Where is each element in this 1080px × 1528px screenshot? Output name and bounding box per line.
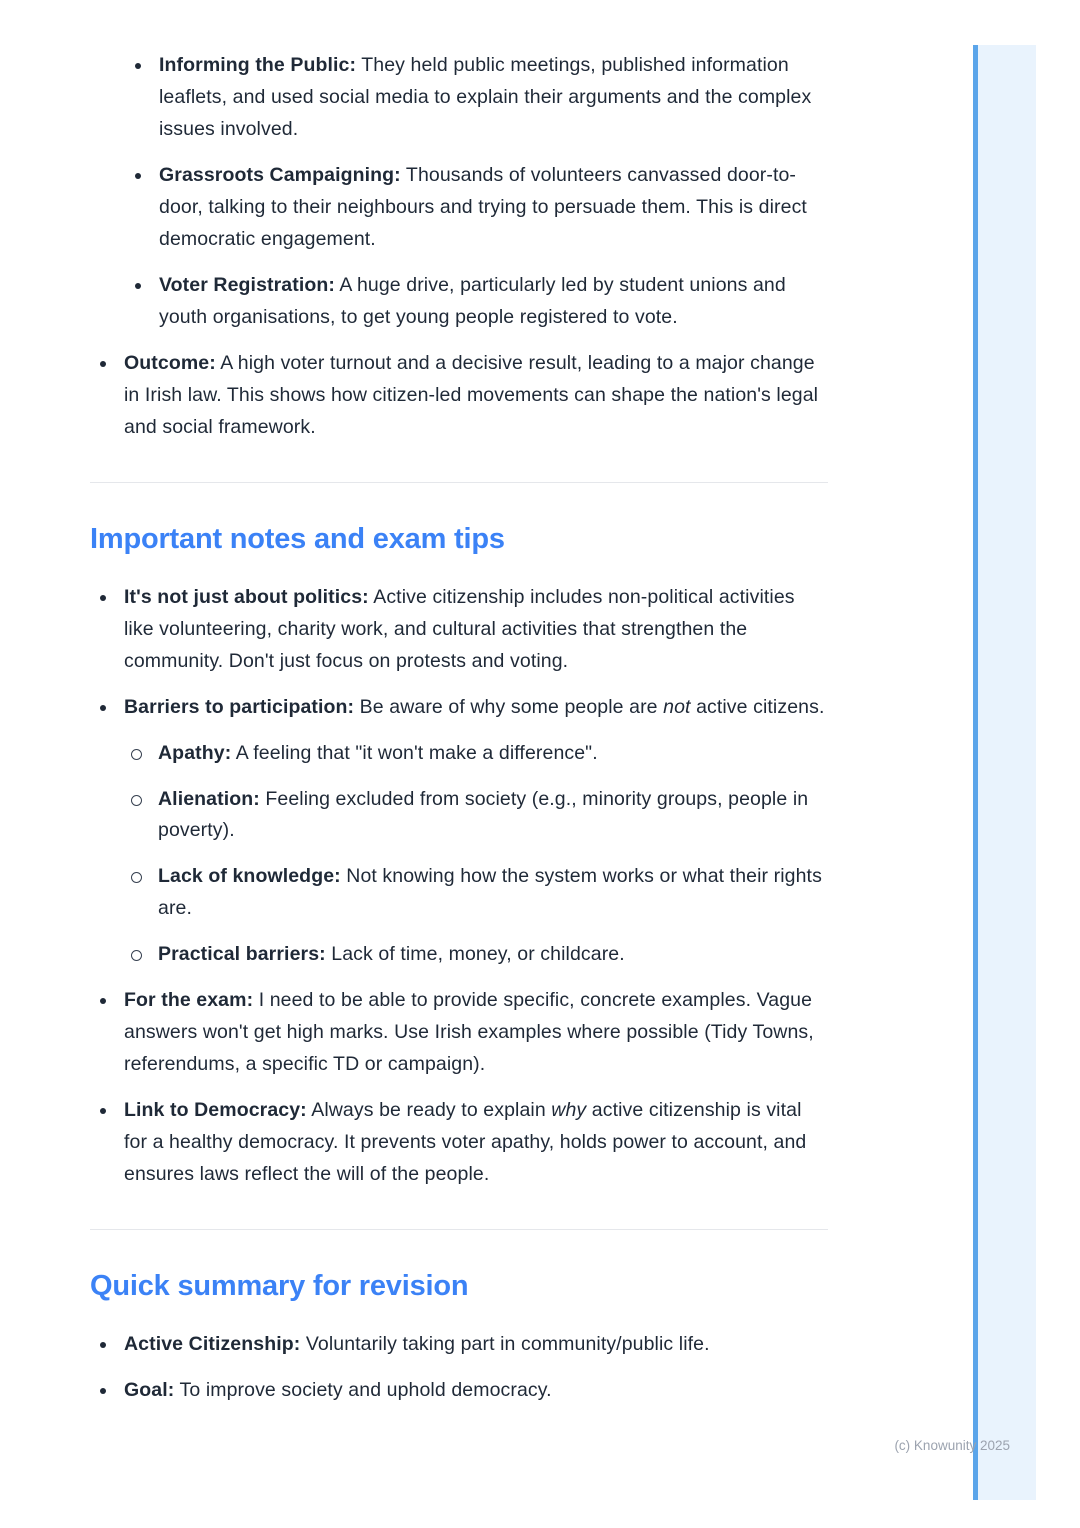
important-notes-list (90, 582, 828, 1192)
list-item (124, 784, 828, 848)
page-content (90, 50, 828, 1421)
list-item (125, 270, 828, 334)
text-segment: Voter Registration: (159, 273, 335, 296)
text-segment: Lack of knowledge: (158, 865, 341, 888)
text-segment: Be aware of why some people are (354, 695, 664, 718)
text-segment: Link to Democracy: (124, 1099, 307, 1122)
text-segment: Feeling excluded from society (e.g., minority groups, people in poverty). (158, 787, 809, 842)
text-segment: For the exam: (124, 989, 254, 1012)
text-segment: active citizens. (690, 695, 825, 718)
section-divider (90, 482, 828, 483)
page-edge-accent-fill (978, 45, 1036, 1500)
list-item (125, 160, 828, 256)
list-item (90, 1095, 828, 1191)
text-segment: Not knowing how the system works or what their rights are. (158, 865, 822, 920)
section-quick-summary (90, 1270, 828, 1407)
text-segment: I need to be able to provide specific, concrete examples. Vague answers won't get high marks. Use Irish examples where possible (Tidy Towns, referendums, a specific TD or campaign). (124, 989, 814, 1076)
list-item (124, 939, 828, 971)
text-segment: active citizenship is vital for a healthy democracy. It prevents voter apathy, holds power to account, and ensures laws reflect the will of the people. (124, 1099, 807, 1186)
text-segment: Active citizenship includes non-political activities like volunteering, charity work, and cultural activities that strengthen the community. Don't just focus on protests and voting. (124, 585, 795, 672)
section-important-notes (90, 523, 828, 1192)
list-item (90, 692, 828, 972)
text-segment: It's not just about politics: (124, 585, 369, 608)
text-segment: Voluntarily taking part in community/public life. (300, 1333, 710, 1356)
text-segment: Informing the Public: (159, 54, 357, 76)
list-item (90, 1329, 828, 1361)
text-segment: Goal: (124, 1379, 175, 1402)
text-segment: Outcome: (124, 351, 216, 374)
outcome-list (90, 348, 828, 444)
text-segment: Lack of time, money, or childcare. (325, 943, 625, 966)
section-heading-quick-summary: Quick summary for revision (90, 1270, 469, 1303)
text-segment: Always be ready to explain (306, 1099, 552, 1122)
list-item (90, 348, 828, 444)
text-segment: Barriers to participation: (124, 695, 355, 718)
text-segment: Practical barriers: (158, 943, 326, 966)
section-heading-important-notes: Important notes and exam tips (90, 522, 505, 555)
text-segment: A huge drive, particularly led by student unions and youth organisations, to get young people registered to vote. (159, 273, 786, 328)
list-item (90, 582, 828, 678)
text-segment: A high voter turnout and a decisive result, leading to a major change in Irish law. This shows how citizen-led movements can shape the nation's legal and social framework. (124, 351, 819, 438)
text-segment: Apathy: (158, 741, 232, 764)
text-segment: not (663, 695, 691, 718)
list-item (90, 1375, 828, 1407)
text-segment: Grassroots Campaigning: (159, 163, 401, 186)
text-segment: Alienation: (158, 787, 260, 810)
quick-summary-list (90, 1329, 828, 1407)
text-segment: To improve society and uphold democracy. (174, 1379, 552, 1402)
sub-list (124, 738, 828, 972)
text-segment: A feeling that "it won't make a difference". (231, 741, 598, 764)
text-segment: Thousands of volunteers canvassed door-to-door, talking to their neighbours and trying to persuade them. This is direct democratic engagement. (159, 163, 807, 250)
section-divider (90, 1229, 828, 1230)
list-item (124, 861, 828, 925)
text-segment: They held public meetings, published information leaflets, and used social media to explain their arguments and the complex issues involved. (159, 54, 812, 140)
text-segment: why (551, 1099, 587, 1122)
list-item (90, 985, 828, 1081)
copyright-footer: (c) Knowunity 2025 (894, 1438, 1010, 1453)
list-item (124, 738, 828, 770)
text-segment: Active Citizenship: (124, 1333, 301, 1356)
list-item (125, 50, 828, 146)
campaign-methods-list (125, 50, 828, 334)
